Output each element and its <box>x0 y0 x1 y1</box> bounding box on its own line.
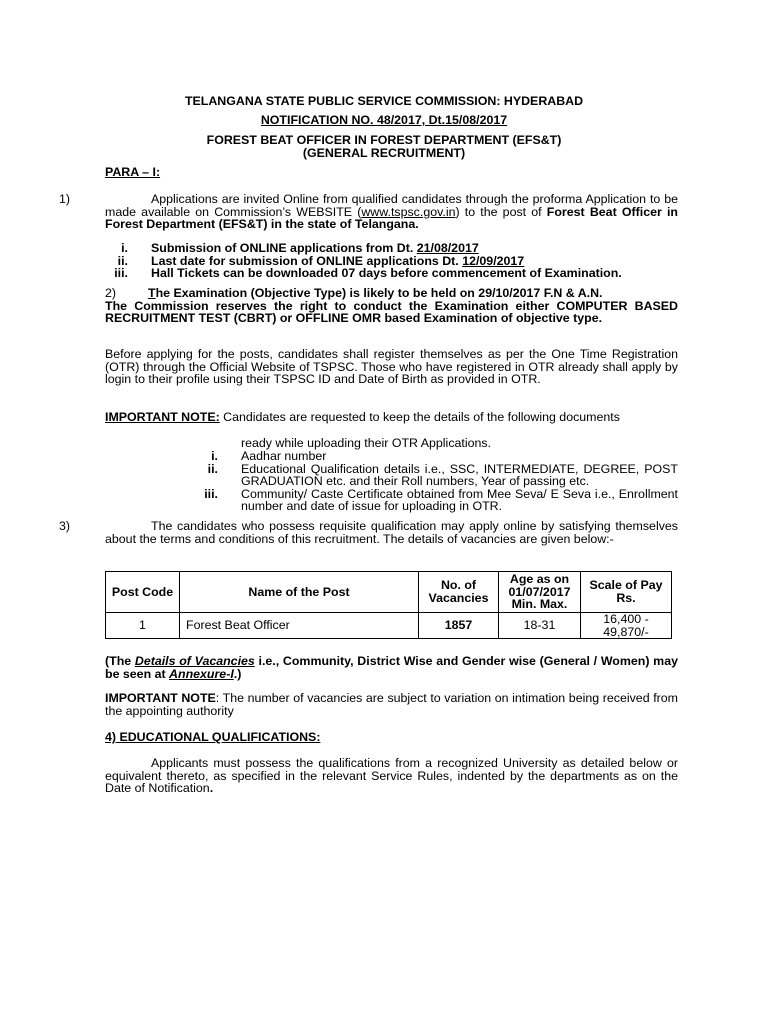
cell-vacancies: 1857 <box>419 613 499 639</box>
list-item: iii. Hall Tickets can be downloaded 07 days before commencement of Examination. <box>114 266 622 281</box>
section-4-text: Applicants must possess the qualifications from a recognized University as detailed below or equivalent thereto, as specified in the relevant Service Rules, indented by the departments as on the Date of Notification. <box>105 756 678 796</box>
section-4-heading: 4) EDUCATIONAL QUALIFICATIONS: <box>105 730 321 744</box>
website-link[interactable]: www.tspsc.gov.in <box>361 204 456 219</box>
list-item: iii. Community/ Caste Certificate obtained from Mee Seva/ E Seva i.e., Enrollment number and date of issue for uploading in OTR. <box>204 486 678 514</box>
org-title: TELANGANA STATE PUBLIC SERVICE COMMISSION: HYDERABAD <box>184 94 584 108</box>
notification-number: NOTIFICATION NO. 48/2017, Dt.15/08/2017 <box>260 113 508 127</box>
recruitment-type: (GENERAL RECRUITMENT) <box>302 146 466 160</box>
post-title: FOREST BEAT OFFICER IN FOREST DEPARTMENT (EFS&T) <box>206 133 562 147</box>
otr-paragraph: Before applying for the posts, candidates shall register themselves as per the One Time Registration (OTR) through the Official Website of TSPSC. Those who have registered in OTR already shall apply by login to their profile using their TSPSC ID and Date of Birth as provided in OTR. <box>105 347 678 387</box>
col-vacancies: No. of Vacancies <box>419 572 499 613</box>
col-post-code: Post Code <box>106 572 180 613</box>
important-note-1-cont: ready while uploading their OTR Applications. <box>241 436 492 450</box>
cell-pay: 16,400 - 49,870/- <box>581 613 672 639</box>
col-post-name: Name of the Post <box>180 572 419 613</box>
para-heading: PARA – I: <box>105 165 161 179</box>
list-item: ii. Last date for submission of ONLINE applications Dt. 12/09/2017 <box>117 253 525 268</box>
list-item: ii. Educational Qualification details i.e., SSC, INTERMEDIATE, DEGREE, POST GRADUATION etc. and their Roll numbers, Year of passing etc. <box>207 461 678 489</box>
important-note-2: IMPORTANT NOTE: The number of vacancies are subject to variation on intimation being received from the appointing authority <box>105 691 678 718</box>
details-note: (The Details of Vacancies i.e., Community, District Wise and Gender wise (General / Women) may be seen at Annexure-I.) <box>105 654 678 681</box>
paragraph-1-number: 1) <box>59 192 71 206</box>
details-of-vacancies: Details of Vacancies <box>134 654 255 668</box>
col-pay: Scale of Pay Rs. <box>581 572 672 613</box>
paragraph-2: 2) The Examination (Objective Type) is likely to be held on 29/10/2017 F.N & A.N. The Commission reserves the right to conduct the Examination either COMPUTER BASED RECRUITMENT TEST (CBRT) or OFFLINE OMR based Examination of objective type. <box>105 286 678 326</box>
list-item: i. Aadhar number <box>211 449 327 463</box>
col-age: Age as on 01/07/2017 Min. Max. <box>499 572 581 613</box>
paragraph-1: 1) Applications are invited Online from qualified candidates through the proforma Application to be made available on Commission’s WEBSITE (www.tspsc.gov.in) to the post of Forest Beat Officer in Forest Department (EFS&T) in the state of Telangana. <box>59 192 678 232</box>
vacancy-table <box>105 571 672 639</box>
dates-list <box>0 242 768 280</box>
annexure-ref: Annexure-I <box>169 666 234 681</box>
documents-list <box>0 450 768 513</box>
cell-age: 18-31 <box>499 613 581 639</box>
table-header-row <box>106 572 672 613</box>
important-note-1: IMPORTANT NOTE: Candidates are requested to keep the details of the following documents <box>105 410 620 424</box>
paragraph-3: 3) The candidates who possess requisite qualification may apply online by satisfying themselves about the terms and conditions of this recruitment. The details of vacancies are given below:- <box>59 519 678 546</box>
table-row <box>106 613 672 639</box>
list-item: i. Submission of ONLINE applications from Dt. 21/08/2017 <box>121 241 479 255</box>
cell-post-code: 1 <box>106 613 180 639</box>
cell-post-name: Forest Beat Officer <box>180 613 419 639</box>
